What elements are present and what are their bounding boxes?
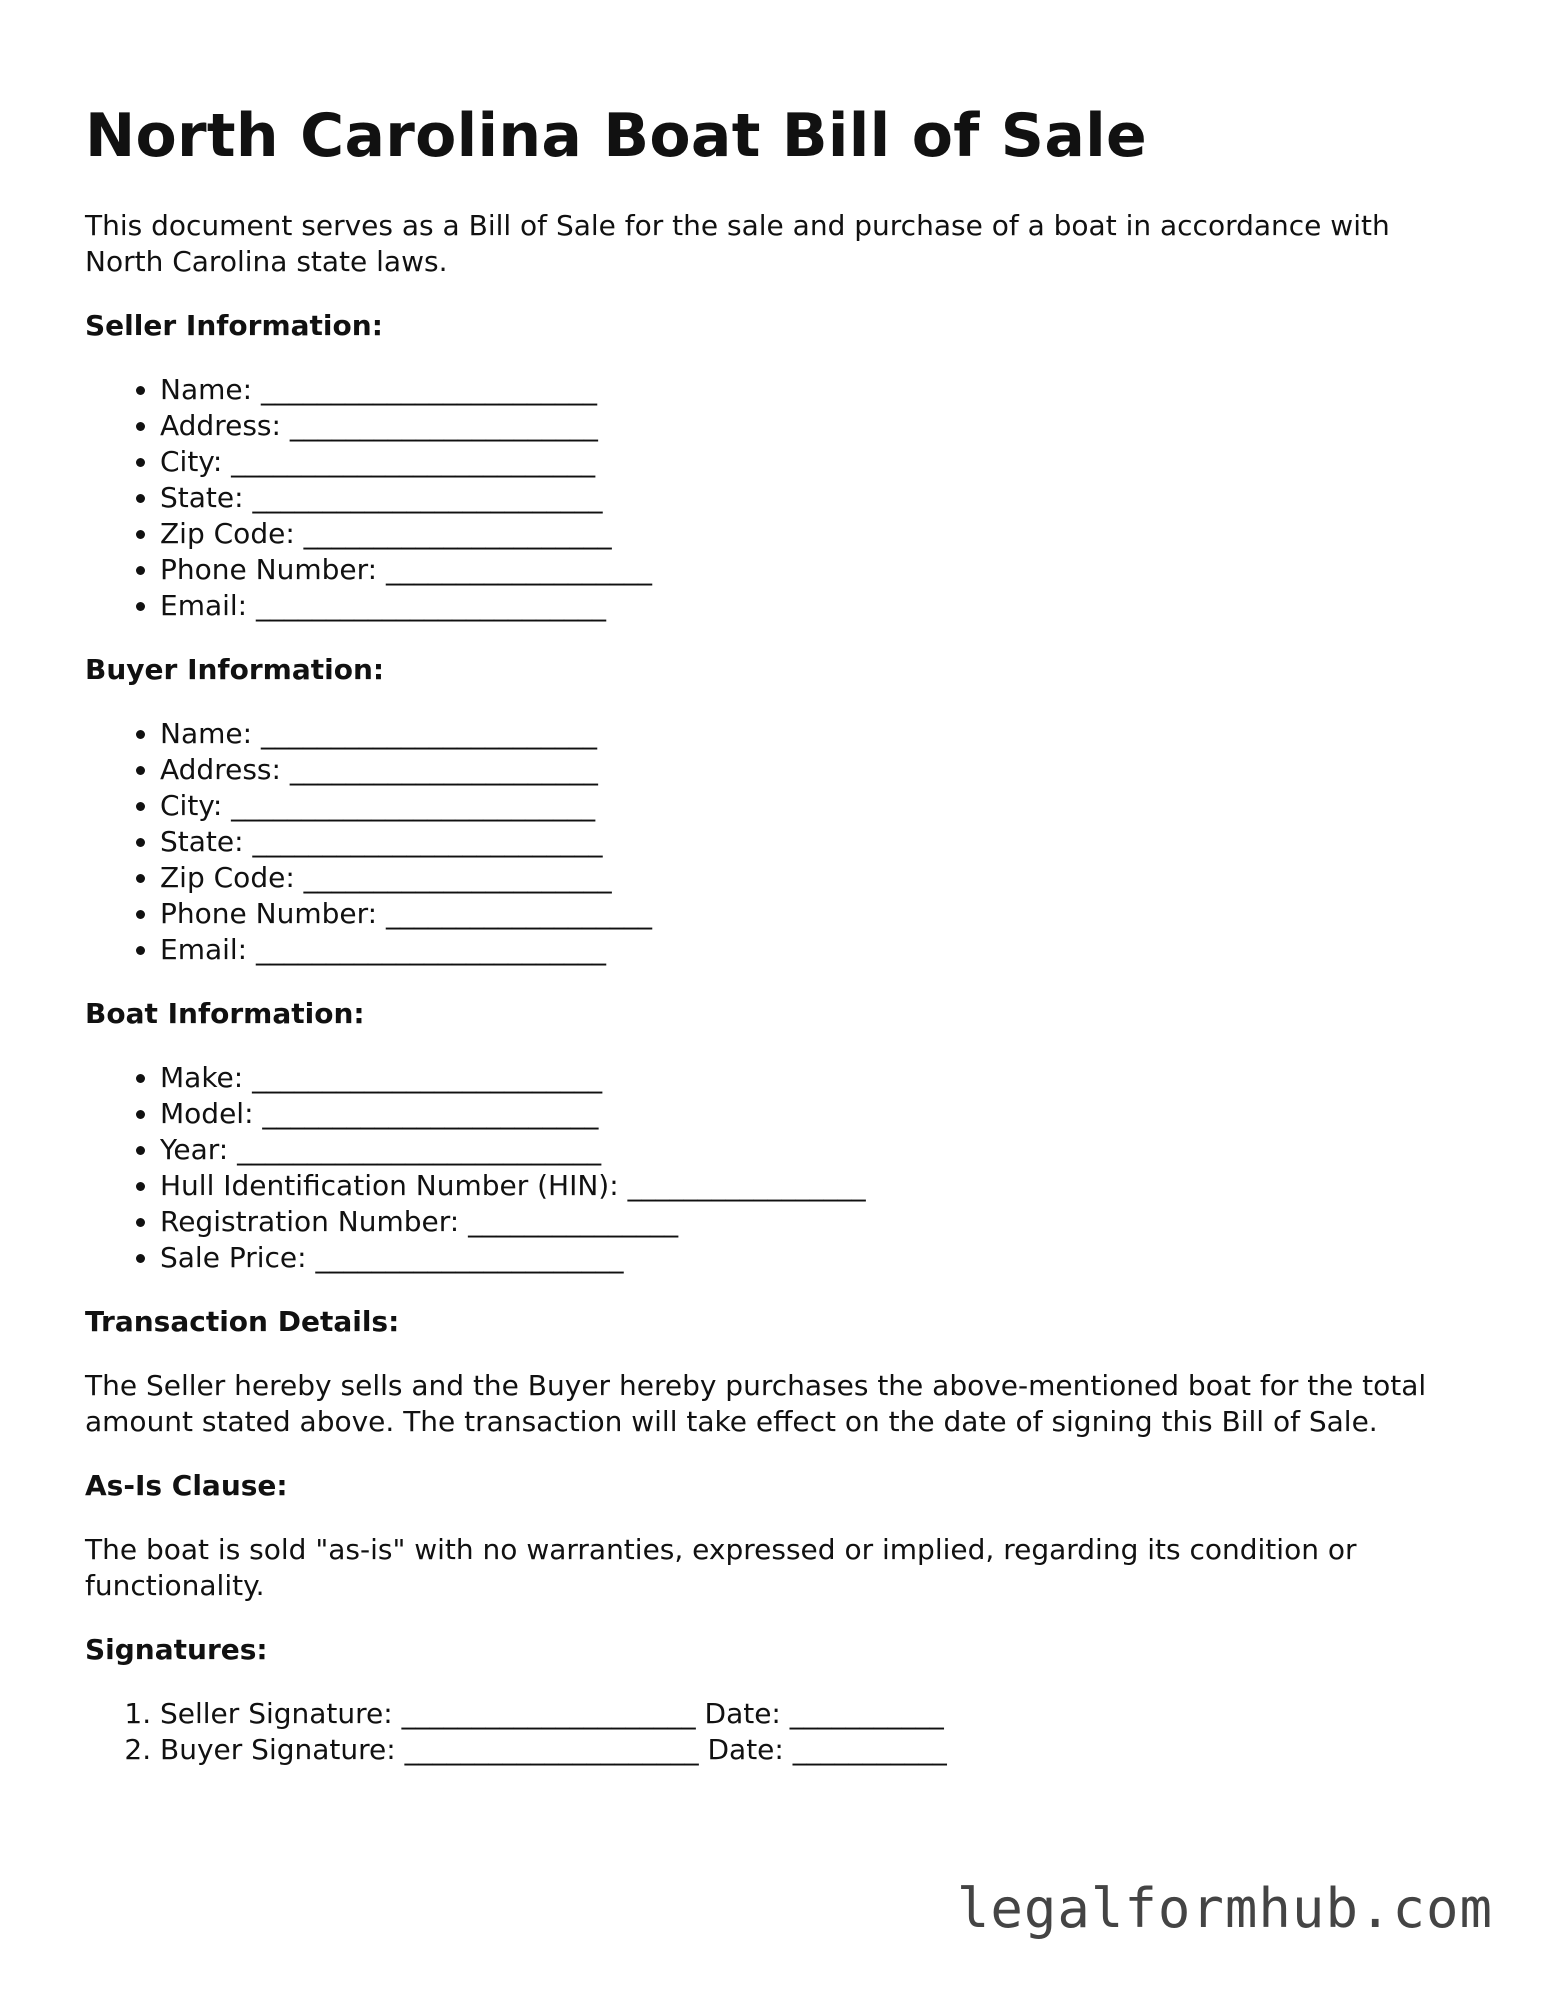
seller-address-field: • Address: ______________________ bbox=[160, 408, 1465, 444]
boat-model-field: • Model: ________________________ bbox=[160, 1096, 1465, 1132]
seller-state-field: • State: _________________________ bbox=[160, 480, 1465, 516]
as-is-paragraph: The boat is sold "as-is" with no warranties, expressed or implied, regarding its condition or functionality. bbox=[85, 1533, 1357, 1602]
document-page bbox=[85, 100, 1465, 1796]
boat-hin-field: • Hull Identification Number (HIN): _________________ bbox=[160, 1168, 1465, 1204]
buyer-zip-field: • Zip Code: ______________________ bbox=[160, 860, 1465, 896]
buyer-section-heading: Buyer Information: bbox=[85, 653, 385, 686]
buyer-name-field: • Name: ________________________ bbox=[160, 716, 1465, 752]
seller-phone-field: • Phone Number: ___________________ bbox=[160, 552, 1465, 588]
buyer-state-field: • State: _________________________ bbox=[160, 824, 1465, 860]
boat-section-heading: Boat Information: bbox=[85, 997, 365, 1030]
document-title: North Carolina Boat Bill of Sale bbox=[85, 101, 1147, 171]
boat-registration-field: • Registration Number: _______________ bbox=[160, 1204, 1465, 1240]
boat-make-field: • Make: _________________________ bbox=[160, 1060, 1465, 1096]
seller-city-field: • City: __________________________ bbox=[160, 444, 1465, 480]
buyer-signature-line: 2. Buyer Signature: _____________________ Date: ___________ bbox=[160, 1732, 1465, 1768]
seller-email-field: • Email: _________________________ bbox=[160, 588, 1465, 624]
seller-fields-list bbox=[85, 372, 1465, 624]
transaction-paragraph: The Seller hereby sells and the Buyer hereby purchases the above-mentioned boat for the total amount stated above. The transaction will take effect on the date of signing this Bill of Sale. bbox=[85, 1369, 1427, 1438]
boat-fields-list bbox=[85, 1060, 1465, 1276]
buyer-address-field: • Address: ______________________ bbox=[160, 752, 1465, 788]
buyer-phone-field: • Phone Number: ___________________ bbox=[160, 896, 1465, 932]
intro-paragraph: This document serves as a Bill of Sale for the sale and purchase of a boat in accordance with North Carolina state laws. bbox=[85, 209, 1390, 278]
signatures-section-heading: Signatures: bbox=[85, 1633, 268, 1666]
seller-section-heading: Seller Information: bbox=[85, 309, 383, 342]
seller-signature-line: 1. Seller Signature: _____________________ Date: ___________ bbox=[160, 1696, 1465, 1732]
watermark-text: legalformhub.com bbox=[956, 1877, 1493, 1940]
buyer-city-field: • City: __________________________ bbox=[160, 788, 1465, 824]
seller-zip-field: • Zip Code: ______________________ bbox=[160, 516, 1465, 552]
transaction-section-heading: Transaction Details: bbox=[85, 1305, 400, 1338]
seller-name-field: • Name: ________________________ bbox=[160, 372, 1465, 408]
buyer-fields-list bbox=[85, 716, 1465, 968]
boat-year-field: • Year: __________________________ bbox=[160, 1132, 1465, 1168]
boat-sale-price-field: • Sale Price: ______________________ bbox=[160, 1240, 1465, 1276]
signatures-list bbox=[85, 1696, 1465, 1768]
buyer-email-field: • Email: _________________________ bbox=[160, 932, 1465, 968]
as-is-section-heading: As-Is Clause: bbox=[85, 1469, 288, 1502]
